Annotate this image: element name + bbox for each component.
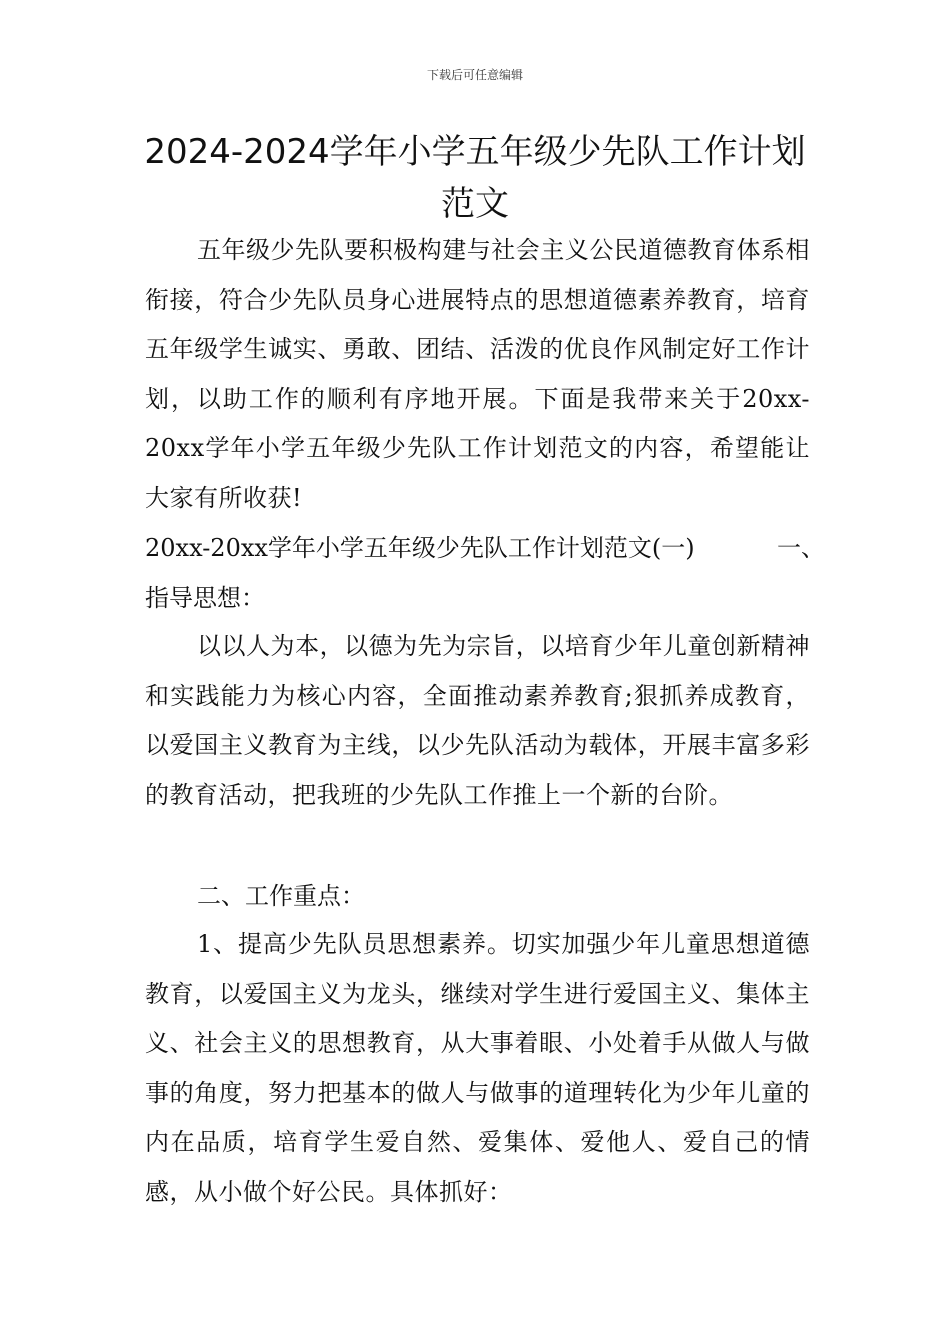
section-one-heading-text: 20xx-20xx学年小学五年级少先队工作计划范文(一) — [145, 534, 695, 562]
section-one-heading — [145, 524, 825, 574]
section-two-heading: 二、工作重点： — [197, 882, 365, 910]
intro-paragraph: 五年级少先队要积极构建与社会主义公民道德教育体系相衔接，符合少先队员身心进展特点的思想道德素养教育，培育五年级学生诚实、勇敢、团结、活泼的优良作风制定好工作计划，以助工作的顺利有序地开展。下面是我带来关于20xx-20xx学年小学五年级少先队工作计划范文的内容，希望能让大家有所收获! — [145, 236, 810, 512]
section-one-body: 以以人为本，以德为先为宗旨，以培育少年儿童创新精神和实践能力为核心内容，全面推动素养教育;狠抓养成教育，以爱国主义教育为主线，以少先队活动为载体，开展丰富多彩的教育活动，把我班的少先队工作推上一个新的台阶。 — [145, 632, 810, 809]
section-one-subheading: 指导思想： — [145, 584, 265, 612]
section-one-heading-tail: 一、 — [777, 534, 825, 562]
header-note: 下载后可任意编辑 — [426, 68, 523, 82]
section-two-item-one: 1、提高少先队员思想素养。切实加强少年儿童思想道德教育，以爱国主义为龙头，继续对学生进行爱国主义、集体主义、社会主义的思想教育，从大事着眼、小处着手从做人与做事的角度，努力把基本的做人与做事的道理转化为少年儿童的内在品质，培育学生爱自然、爱集体、爱他人、爱自己的情感，从小做个好公民。具体抓好： — [145, 930, 810, 1206]
page-title: 2024-2024学年小学五年级少先队工作计划范文 — [144, 132, 806, 224]
